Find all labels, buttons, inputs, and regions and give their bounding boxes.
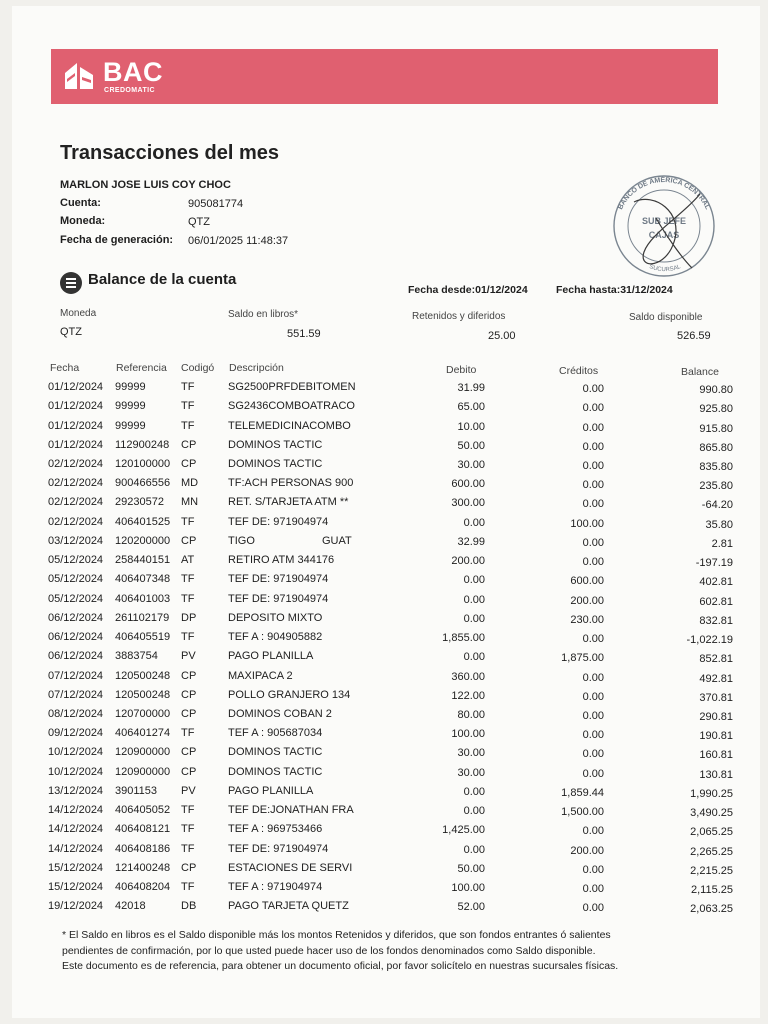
- row-credit: 0.00: [582, 748, 604, 761]
- row-code: MD: [181, 477, 199, 490]
- row-date: 01/12/2024: [48, 400, 104, 413]
- row-balance: 865.80: [699, 441, 733, 454]
- row-debit: 360.00: [451, 670, 485, 683]
- header-banner: [51, 49, 718, 104]
- row-credit: 0.00: [582, 383, 604, 395]
- row-date: 07/12/2024: [48, 669, 104, 682]
- row-debit: 0.00: [463, 593, 485, 606]
- bac-logo-icon: [63, 59, 95, 93]
- row-date: 05/12/2024: [48, 592, 104, 605]
- row-debit: 1,855.00: [442, 632, 485, 644]
- row-debit: 32.99: [457, 535, 485, 548]
- balance-header-withheld: Retenidos y diferidos: [412, 311, 506, 322]
- row-date: 06/12/2024: [48, 631, 104, 643]
- row-balance: 602.81: [699, 595, 733, 608]
- row-description: PAGO PLANILLA: [228, 784, 314, 797]
- row-code: CP: [181, 457, 197, 470]
- row-debit: 0.00: [463, 516, 485, 529]
- row-description: RET. S/TARJETA ATM **: [228, 496, 349, 509]
- row-debit: 0.00: [463, 805, 485, 818]
- row-description: RETIRO ATM 344176: [228, 554, 335, 567]
- row-reference: 406405519: [115, 631, 171, 643]
- row-description: PAGO TARJETA QUETZ: [228, 900, 349, 913]
- row-balance: 915.80: [699, 422, 733, 435]
- row-description: TEF DE: 971904974: [228, 842, 329, 855]
- row-description: DOMINOS TACTIC: [228, 746, 323, 759]
- table-row: [0, 670, 748, 689]
- row-date: 02/12/2024: [48, 496, 104, 509]
- table-row: [0, 439, 748, 458]
- row-debit: 100.00: [451, 728, 485, 741]
- row-debit: 1,425.00: [442, 824, 485, 837]
- row-credit: 0.00: [582, 690, 604, 703]
- row-debit: 50.00: [457, 439, 485, 452]
- row-credit: 0.00: [582, 825, 604, 838]
- row-balance: 130.81: [699, 768, 733, 781]
- row-description: TEF A : 904905882: [228, 631, 323, 643]
- row-balance: 990.80: [699, 384, 733, 396]
- col-codigo: Codigó: [181, 362, 215, 374]
- row-date: 07/12/2024: [48, 688, 104, 701]
- row-debit: 0.00: [463, 612, 485, 625]
- footnote-line3: Este documento es de referencia, para obtener un documento oficial, por favor solicítelo en nuestras sucursales físicas.: [62, 960, 619, 972]
- row-balance: 160.81: [699, 749, 733, 762]
- svg-text:SUCURSAL: [648, 264, 682, 273]
- row-credit: 0.00: [582, 536, 604, 549]
- row-credit: 0.00: [582, 863, 604, 876]
- balance-header-currency: Moneda: [60, 308, 97, 319]
- row-description: DOMINOS TACTIC: [228, 438, 323, 451]
- table-row: [0, 708, 748, 727]
- table-row: [0, 420, 748, 439]
- row-balance: -64.20: [701, 499, 733, 512]
- table-row: [0, 900, 748, 919]
- row-reference: 406405052: [115, 804, 171, 817]
- row-date: 14/12/2024: [48, 842, 104, 855]
- row-code: TF: [181, 400, 195, 413]
- row-description: TIGO: [228, 534, 255, 547]
- row-description: POLLO GRANJERO 134: [228, 688, 351, 701]
- table-row: [0, 573, 748, 592]
- row-date: 13/12/2024: [48, 784, 104, 797]
- account-number-value: 905081774: [188, 198, 244, 210]
- row-description: TEF DE: 971904974: [228, 573, 329, 586]
- row-debit: 65.00: [457, 401, 485, 414]
- row-description: ESTACIONES DE SERVI: [228, 861, 353, 874]
- row-reference: 29230572: [115, 496, 164, 509]
- row-description: TEF DE:JONATHAN FRA: [228, 804, 354, 817]
- generation-date-value: 06/01/2025 11:48:37: [188, 235, 289, 247]
- row-balance: 290.81: [699, 710, 733, 723]
- table-row: [0, 689, 748, 708]
- row-reference: 3883754: [115, 650, 158, 663]
- row-credit: 0.00: [582, 459, 604, 472]
- row-reference: 99999: [115, 381, 146, 393]
- row-description: MAXIPACA 2: [228, 669, 293, 682]
- row-credit: 0.00: [582, 883, 604, 895]
- row-debit: 200.00: [451, 555, 485, 568]
- table-row: [0, 631, 748, 650]
- row-reference: 112900248: [115, 438, 170, 451]
- row-credit: 0.00: [582, 402, 604, 415]
- row-date: 06/12/2024: [48, 650, 104, 663]
- footnote-line2: pendientes de confirmación, por lo que usted puede hacer uso de los fondos denominados como Saldo disponible.: [62, 944, 596, 957]
- table-row: [0, 823, 748, 842]
- table-row: [0, 516, 748, 535]
- row-date: 09/12/2024: [48, 727, 104, 740]
- row-reference: 406408204: [115, 881, 171, 893]
- row-balance: -1,022.19: [686, 634, 733, 646]
- table-row: [0, 862, 748, 881]
- row-date: 08/12/2024: [48, 707, 104, 720]
- row-code: PV: [181, 784, 196, 797]
- table-row: [0, 650, 748, 669]
- row-reference: 120500248: [115, 688, 171, 701]
- row-balance: 492.81: [699, 672, 733, 685]
- row-code: TF: [181, 727, 195, 740]
- stamp-line1: SUB JEFE: [641, 216, 687, 226]
- balance-available-value: 526.59: [677, 330, 711, 342]
- row-debit: 30.00: [457, 747, 485, 760]
- date-from: Fecha desde:01/12/2024: [408, 284, 528, 296]
- balance-header-book: Saldo en libros*: [228, 309, 299, 320]
- row-debit: 31.99: [457, 382, 485, 394]
- row-code: TF: [181, 842, 195, 855]
- stamp-line2: CAJAS: [648, 230, 680, 240]
- row-description: TELEMEDICINACOMBO: [228, 419, 351, 432]
- footnote: [62, 928, 702, 975]
- row-balance: 370.81: [699, 691, 733, 704]
- row-description: DEPOSITO MIXTO: [228, 611, 323, 624]
- account-number-label: Cuenta:: [60, 197, 101, 209]
- row-code: DP: [181, 611, 197, 624]
- account-holder: MARLON JOSE LUIS COY CHOC: [60, 179, 231, 191]
- row-credit: 0.00: [582, 767, 604, 780]
- table-row: [0, 766, 748, 785]
- row-description: PAGO PLANILLA: [228, 650, 314, 663]
- row-code: TF: [181, 419, 195, 432]
- table-row: [0, 554, 748, 573]
- row-credit: 0.00: [582, 902, 604, 915]
- row-balance: 925.80: [699, 403, 733, 416]
- row-balance: -197.19: [695, 557, 733, 570]
- row-code: CP: [181, 746, 197, 759]
- col-balance: Balance: [681, 366, 719, 378]
- row-debit: 122.00: [451, 689, 485, 702]
- row-date: 10/12/2024: [48, 765, 104, 778]
- table-row: [0, 881, 748, 900]
- balance-withheld-value: 25.00: [488, 330, 516, 342]
- date-to: Fecha hasta:31/12/2024: [556, 284, 673, 296]
- row-reference: 99999: [115, 400, 146, 413]
- row-reference: 120200000: [115, 534, 171, 547]
- row-code: PV: [181, 650, 196, 663]
- row-reference: 99999: [115, 419, 146, 432]
- row-balance: 835.80: [699, 460, 733, 473]
- col-fecha: Fecha: [50, 362, 80, 374]
- row-code: TF: [181, 515, 195, 528]
- row-reference: 406408121: [115, 823, 171, 836]
- table-row: [0, 400, 748, 419]
- row-reference: 120500248: [115, 669, 171, 682]
- table-row: [0, 785, 748, 804]
- row-date: 14/12/2024: [48, 823, 104, 836]
- row-debit: 10.00: [457, 420, 485, 433]
- table-row: [0, 843, 748, 862]
- page-title: Transacciones del mes: [60, 142, 280, 164]
- row-reference: 900466556: [115, 477, 171, 490]
- table-row: [0, 593, 748, 612]
- col-creditos: Créditos: [559, 365, 599, 377]
- row-debit: 300.00: [451, 497, 485, 510]
- stamp-top-text: BANCO DE AMÉRICA CENTRAL: [617, 176, 711, 211]
- row-code: TF: [181, 881, 195, 893]
- row-date: 19/12/2024: [48, 900, 104, 913]
- row-reference: 258440151: [115, 554, 171, 567]
- row-date: 06/12/2024: [48, 611, 104, 624]
- stamp-bottom-text: SUCURSAL: [648, 264, 682, 274]
- row-code: CP: [181, 669, 197, 682]
- row-debit: 52.00: [457, 901, 485, 914]
- row-description: TF:ACH PERSONAS 900: [228, 477, 354, 490]
- row-date: 10/12/2024: [48, 746, 104, 759]
- table-row: [0, 804, 748, 823]
- row-code: CP: [181, 707, 197, 720]
- row-code: MN: [181, 496, 199, 509]
- table-row: [0, 477, 748, 496]
- row-balance: 2,115.25: [690, 884, 733, 896]
- row-credit: 200.00: [570, 594, 604, 607]
- balance-header-available: Saldo disponible: [629, 312, 703, 323]
- row-code: TF: [181, 573, 195, 586]
- row-credit: 0.00: [582, 671, 604, 684]
- row-code: CP: [181, 438, 197, 451]
- row-code: TF: [181, 631, 195, 643]
- row-credit: 0.00: [582, 729, 604, 742]
- row-reference: 406407348: [115, 573, 171, 586]
- row-balance: 852.81: [699, 653, 733, 666]
- row-reference: 120700000: [115, 707, 171, 720]
- row-date: 05/12/2024: [48, 573, 104, 586]
- row-debit: 0.00: [463, 651, 485, 664]
- row-code: TF: [181, 823, 195, 836]
- row-debit: 600.00: [451, 478, 485, 491]
- row-description: DOMINOS TACTIC: [228, 765, 323, 778]
- row-credit: 100.00: [570, 517, 604, 530]
- row-code: AT: [181, 554, 195, 567]
- row-reference: 261102179: [115, 611, 170, 624]
- row-debit: 0.00: [463, 843, 485, 856]
- row-balance: 3,490.25: [690, 807, 733, 820]
- table-row: [0, 612, 748, 631]
- row-description: TEF DE: 971904974: [228, 592, 329, 605]
- row-description: TEF DE: 971904974: [228, 515, 329, 528]
- row-reference: 120100000: [115, 457, 171, 470]
- row-credit: 0.00: [582, 421, 604, 434]
- row-credit: 1,500.00: [561, 806, 604, 819]
- row-debit: 100.00: [451, 882, 485, 894]
- balance-icon: [60, 272, 82, 294]
- table-row: [0, 727, 748, 746]
- brand-name: BAC: [103, 57, 163, 87]
- row-reference: 3901153: [115, 784, 158, 797]
- table-row: [0, 381, 748, 400]
- row-balance: 832.81: [699, 614, 733, 627]
- col-debito: Debito: [446, 364, 477, 376]
- row-code: DB: [181, 900, 197, 913]
- row-description: DOMINOS TACTIC: [228, 457, 323, 470]
- row-date: 01/12/2024: [48, 438, 104, 451]
- row-reference: 42018: [115, 900, 146, 913]
- row-reference: 406408186: [115, 842, 171, 855]
- row-balance: 190.81: [699, 730, 733, 743]
- balance-book-value: 551.59: [287, 328, 321, 340]
- row-date: 05/12/2024: [48, 554, 104, 567]
- col-descripcion: Descripción: [229, 362, 284, 374]
- table-row: [0, 496, 748, 515]
- row-description: SG2436COMBOATRACO: [228, 400, 355, 413]
- row-balance: 2,065.25: [690, 826, 733, 839]
- row-date: 15/12/2024: [48, 881, 104, 893]
- row-code: TF: [181, 381, 195, 393]
- table-row: [0, 746, 748, 765]
- table-row: [0, 458, 748, 477]
- row-credit: 0.00: [582, 709, 604, 722]
- row-balance: 402.81: [699, 576, 733, 589]
- row-description: TEF A : 969753466: [228, 823, 323, 836]
- footnote-line1: * El Saldo en libros es el Saldo disponible más los montos Retenidos y diferidos, que son fondos entrantes ó salientes: [62, 929, 611, 941]
- row-reference: 121400248: [115, 861, 171, 874]
- row-description: DOMINOS COBAN 2: [228, 707, 332, 720]
- row-date: 02/12/2024: [48, 457, 104, 470]
- row-credit: 0.00: [582, 633, 604, 645]
- row-credit: 200.00: [570, 844, 604, 857]
- currency-label: Moneda:: [60, 215, 106, 227]
- row-balance: 2,215.25: [690, 864, 733, 877]
- row-balance: 35.80: [705, 518, 733, 531]
- col-referencia: Referencia: [116, 362, 167, 374]
- row-code: TF: [181, 804, 195, 817]
- row-reference: 406401525: [115, 515, 171, 528]
- row-balance: 235.80: [699, 480, 733, 493]
- bank-stamp: [604, 172, 722, 280]
- brand-sub: CREDOMATIC: [104, 87, 155, 94]
- row-credit: 0.00: [582, 479, 604, 492]
- row-date: 02/12/2024: [48, 515, 104, 528]
- row-description: TEF A : 971904974: [228, 881, 323, 893]
- row-code: CP: [181, 688, 197, 701]
- row-date: 15/12/2024: [48, 861, 104, 874]
- row-date: 01/12/2024: [48, 419, 104, 432]
- currency-value: QTZ: [188, 216, 210, 228]
- row-debit: 30.00: [457, 458, 485, 471]
- balance-currency: QTZ: [60, 326, 82, 338]
- row-balance: 2,265.25: [690, 845, 733, 858]
- row-debit: 80.00: [457, 708, 485, 721]
- row-reference: 406401003: [115, 592, 171, 605]
- row-credit: 0.00: [582, 440, 604, 453]
- row-balance: 2,063.25: [690, 903, 733, 916]
- row-credit: 0.00: [582, 556, 604, 569]
- generation-date-label: Fecha de generación:: [60, 234, 174, 246]
- row-description: SG2500PRFDEBITOMEN: [228, 381, 356, 393]
- row-reference: 120900000: [115, 765, 171, 778]
- row-credit: 1,859.44: [561, 786, 604, 799]
- table-row: [0, 535, 748, 554]
- row-date: 01/12/2024: [48, 381, 104, 393]
- row-date: 03/12/2024: [48, 534, 104, 547]
- row-code: CP: [181, 765, 197, 778]
- row-balance: 1,990.25: [690, 787, 733, 800]
- row-date: 14/12/2024: [48, 804, 104, 817]
- row-credit: 0.00: [582, 498, 604, 511]
- row-credit: 600.00: [570, 575, 604, 588]
- row-reference: 406401274: [115, 727, 171, 740]
- row-description: TEF A : 905687034: [228, 727, 323, 740]
- row-debit: 0.00: [463, 785, 485, 798]
- row-code: TF: [181, 592, 195, 605]
- balance-title: Balance de la cuenta: [88, 271, 237, 288]
- row-code: CP: [181, 861, 197, 874]
- row-reference: 120900000: [115, 746, 171, 759]
- row-date: 02/12/2024: [48, 477, 104, 490]
- row-description-extra: GUAT: [322, 534, 352, 547]
- row-credit: 1,875.00: [561, 652, 604, 665]
- row-balance: 2.81: [711, 537, 733, 550]
- row-code: CP: [181, 534, 197, 547]
- row-debit: 0.00: [463, 574, 485, 587]
- row-credit: 230.00: [570, 613, 604, 626]
- row-debit: 30.00: [457, 766, 485, 779]
- row-debit: 50.00: [457, 862, 485, 875]
